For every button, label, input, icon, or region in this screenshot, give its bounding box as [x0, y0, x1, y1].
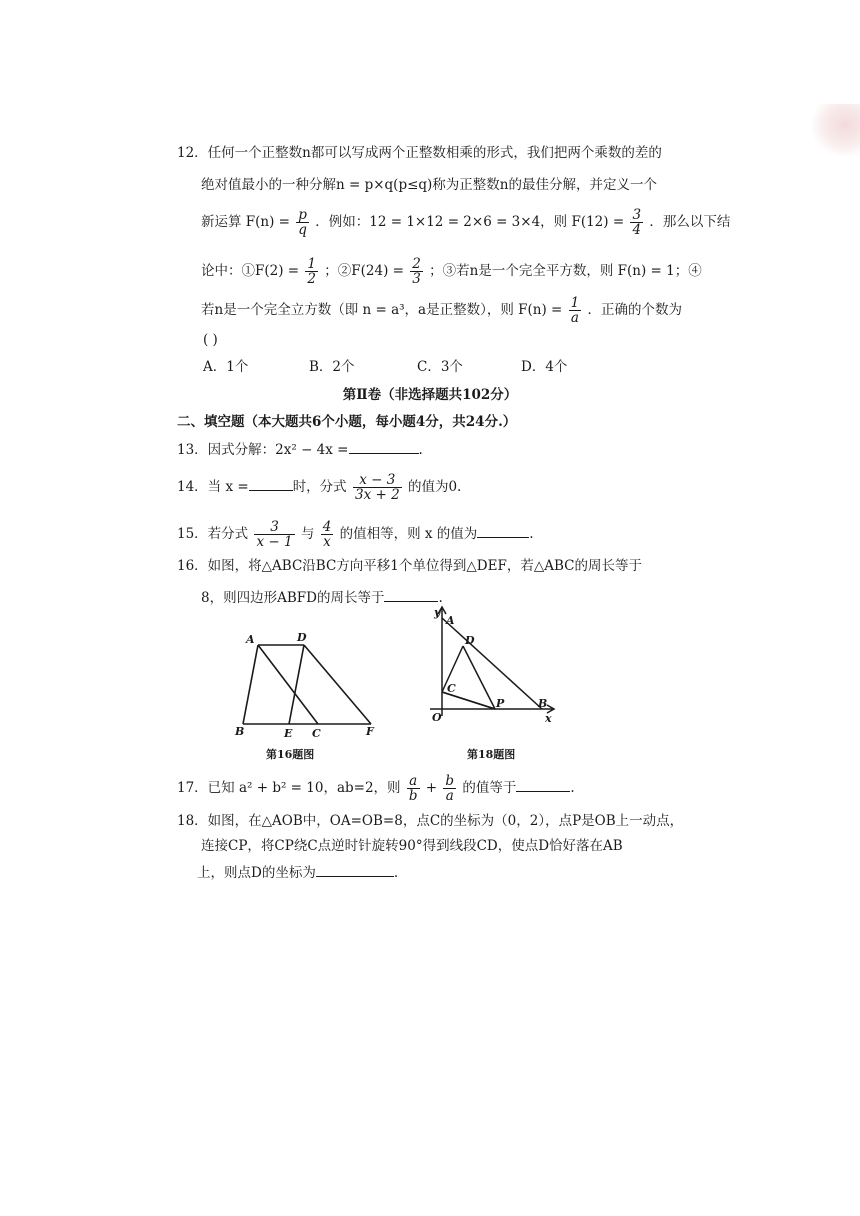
fraction-3-over-x-minus-1: $\frac{3}{x - 1}$: [256, 519, 293, 550]
fraction-x-minus-3-over-3x-plus-2: $\frac{x - 3}{3x + 2}$: [354, 472, 400, 503]
label-P: P: [496, 697, 505, 710]
fraction-1-over-2: $\frac{1}{2}$: [307, 256, 316, 287]
fraction-4-over-x: $\frac{4}{x}$: [322, 519, 332, 550]
answer-blank[interactable]: [316, 862, 394, 877]
label-x: x: [545, 712, 552, 725]
label-A: A: [246, 633, 255, 646]
label-O: O: [432, 711, 442, 724]
label-B: B: [235, 725, 245, 738]
q18-line2: 连接CP，将CP绕C点逆时针旋转90°得到线段CD，使点D恰好落在AB: [201, 838, 623, 854]
q12-line5: 若n是一个完全立方数（即 n = a³，a是正整数），则 F(n) = $\frac{1}{a}$ ．正确的个数为: [201, 295, 683, 326]
answer-blank[interactable]: [349, 439, 419, 454]
q18-line1: 18．如图，在△AOB中，OA=OB=8，点C的坐标为（0，2），点P是OB上一动点，: [177, 813, 684, 829]
fraction-p-over-q: $\frac{p}{q}$: [298, 207, 307, 238]
label-D: D: [297, 631, 307, 644]
answer-blank[interactable]: [249, 476, 293, 491]
q12-option-b: B．2个: [309, 359, 355, 375]
q18-line3: 上，则点D的坐标为 .: [197, 862, 398, 883]
fraction-a-over-b: $\frac{a}{b}$: [408, 773, 418, 804]
q12-option-c: C．3个: [417, 359, 463, 375]
q15: 15．若分式 $\frac{3}{x - 1}$ 与 $\frac{4}{x}$ 的值相等，则 x 的值为 .: [177, 519, 534, 550]
q13: 13．因式分解：2x² − 4x = .: [177, 439, 423, 460]
label-D: D: [465, 634, 475, 647]
fraction-2-over-3: $\frac{2}{3}$: [412, 256, 421, 287]
section2-title: 第Ⅱ卷（非选择题共102分）: [342, 387, 518, 403]
q12-answer-bracket: ( ): [203, 332, 218, 348]
fraction-b-over-a: $\frac{b}{a}$: [445, 773, 455, 804]
figure-16-caption: 第16题图: [266, 748, 315, 761]
q17: 17．已知 a² + b² = 10，ab=2，则 $\frac{a}{b}$ + $\frac{b}{a}$ 的值等于 .: [177, 773, 575, 804]
q12-line1: 12．任何一个正整数n都可以写成两个正整数相乘的形式，我们把两个乘数的差的: [177, 145, 662, 161]
label-C: C: [447, 682, 456, 695]
label-F: F: [366, 725, 374, 738]
q12-line2: 绝对值最小的一种分解n = p×q(p≤q)称为正整数n的最佳分解，并定义一个: [201, 177, 658, 193]
figure-16-parallelogram-diagram: [228, 628, 388, 740]
q16-line1: 16．如图，将△ABC沿BC方向平移1个单位得到△DEF，若△ABC的周长等于: [177, 558, 642, 574]
answer-blank[interactable]: [384, 587, 438, 602]
fraction-1-over-a: $\frac{1}{a}$: [570, 295, 580, 326]
q12-option-d: D．4个: [521, 359, 568, 375]
label-B: B: [538, 697, 548, 710]
answer-blank[interactable]: [516, 777, 570, 792]
figure-18-caption: 第18题图: [467, 748, 516, 761]
q16-line2: 8，则四边形ABFD的周长等于 .: [201, 587, 443, 608]
q12-line4: 论中：①F(2) = $\frac{1}{2}$ ；②F(24) = $\frac{2}{3}$ ；③若n是一个完全平方数，则 F(n) = 1；④: [201, 256, 702, 287]
paper-smudge: [812, 104, 860, 156]
label-E: E: [284, 727, 293, 740]
label-y: y: [434, 606, 441, 619]
fill-in-heading: 二、填空题（本大题共6个小题，每小题4分，共24分.）: [177, 414, 517, 430]
q14: 14．当 x = 时，分式 $\frac{x - 3}{3x + 2}$ 的值为0.: [177, 472, 462, 503]
label-C: C: [312, 727, 321, 740]
fraction-3-over-4: $\frac{3}{4}$: [632, 207, 642, 238]
figure-18-coordinate-diagram: [425, 604, 565, 734]
q12-option-a: A．1个: [203, 359, 249, 375]
label-A: A: [446, 614, 455, 627]
answer-blank[interactable]: [477, 523, 529, 538]
q12-line3: 新运算 F(n) = $\frac{p}{q}$ ．例如：12 = 1×12 = 2×6 = 3×4，则 F(12) = $\frac{3}{4}$ ．那么以下结: [201, 207, 731, 238]
